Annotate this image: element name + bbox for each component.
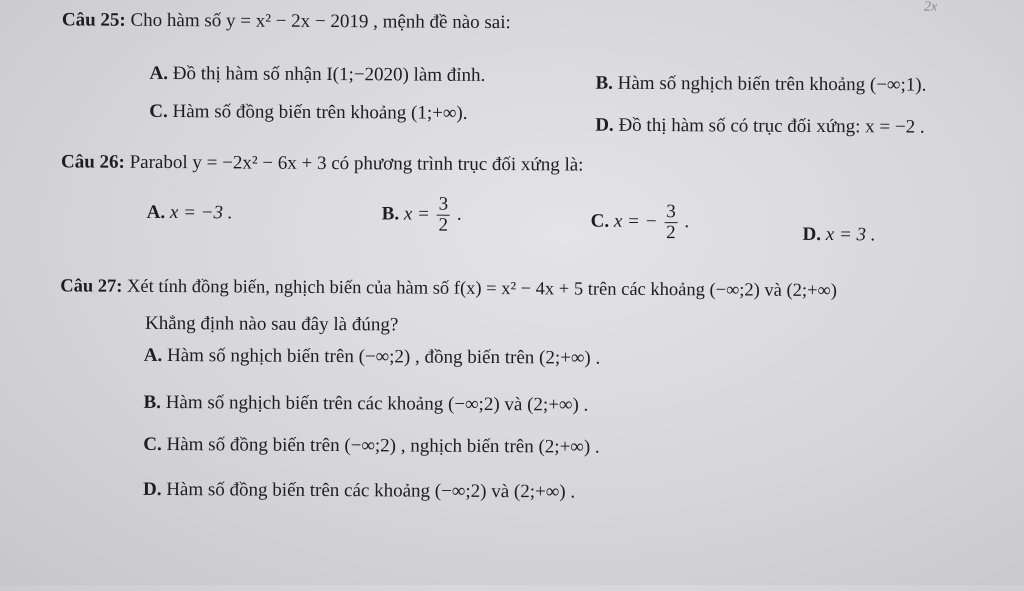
q27-d-label: D. [142,478,162,500]
q26-c-suffix: . [684,211,690,233]
q25-option-b [595,72,926,98]
q26-label: Câu 26: [60,151,125,173]
q25-d-label: D. [595,114,614,136]
q27-option-b [143,391,588,418]
q27-option-c [143,433,600,460]
q26-c-fraction [664,202,678,243]
q26-option-c [591,200,690,245]
q26-option-d [803,223,876,247]
q25-stem-line [62,8,511,35]
q25-option-d [595,114,925,140]
q25-a-text: Đồ thị hàm số nhận I(1;−2020) làm đỉnh. [172,63,486,86]
q25-a-label: A. [149,62,169,85]
q25-d-text: Đồ thị hàm số có trục đối xứng: x = −2 . [618,114,925,138]
q27-stem-line-2 [145,312,398,338]
q25-label: Câu 25: [61,9,126,31]
corner-fragment: 2x [923,0,938,15]
q26-b-denominator: 2 [438,214,449,236]
q26-stem: Parabol y = −2x² − 6x + 3 có phương trình trục đối xứng là: [129,151,584,176]
q26-stem-line [61,150,584,177]
q25-stem: Cho hàm số y = x² − 2x − 2019 , mệnh đề nào sai: [130,9,511,34]
q26-c-numerator: 3 [664,202,678,223]
q26-b-suffix: . [456,203,462,225]
q25-option-c [149,100,467,126]
q26-c-prefix: x = − [613,210,658,233]
q26-option-a [147,201,233,226]
q25-c-text: Hàm số đồng biến trên khoảng (1;+∞). [172,101,468,124]
q27-b-text: Hàm số nghịch biến trên các khoảng (−∞;2) và (2;+∞) . [165,392,589,416]
q26-b-prefix: x = [403,203,430,225]
q27-d-text: Hàm số đồng biến trên các khoảng (−∞;2) và (2;+∞) . [166,479,576,503]
q26-c-label: C. [590,210,610,232]
q26-b-label: B. [381,203,400,225]
q26-c-denominator: 2 [666,222,676,244]
q27-label: Câu 27: [60,276,123,297]
q27-stem2: Khẳng định nào sau đây là đúng? [144,312,399,336]
q26-a-text: x = −3 . [169,202,233,224]
q25-option-a [149,62,485,88]
q27-option-d [143,478,575,505]
q27-stem: Xét tính đồng biến, nghịch biến của hàm số f(x) = x² − 4x + 5 trên các khoảng (−∞;2) và (2;+∞) [127,276,837,302]
q25-b-label: B. [595,72,614,94]
q26-option-b [382,192,462,236]
q25-c-label: C. [149,100,168,123]
q27-b-label: B. [143,391,162,413]
q26-b-numerator: 3 [437,195,451,216]
q27-option-a [144,344,601,371]
q26-d-label: D. [802,223,822,246]
q27-c-text: Hàm số đồng biến trên (−∞;2) , nghịch biến trên (2;+∞) . [166,434,600,458]
q26-d-text: x = 3 . [825,224,876,246]
q26-a-label: A. [146,201,166,224]
q27-a-label: A. [143,344,163,366]
q27-stem-line [60,274,837,303]
q26-b-fraction [437,195,451,236]
q27-a-text: Hàm số nghịch biến trên (−∞;2) , đồng biến trên (2;+∞) . [167,345,601,369]
q27-c-label: C. [143,433,162,455]
q25-b-text: Hàm số nghịch biến trên khoảng (−∞;1). [617,72,927,96]
